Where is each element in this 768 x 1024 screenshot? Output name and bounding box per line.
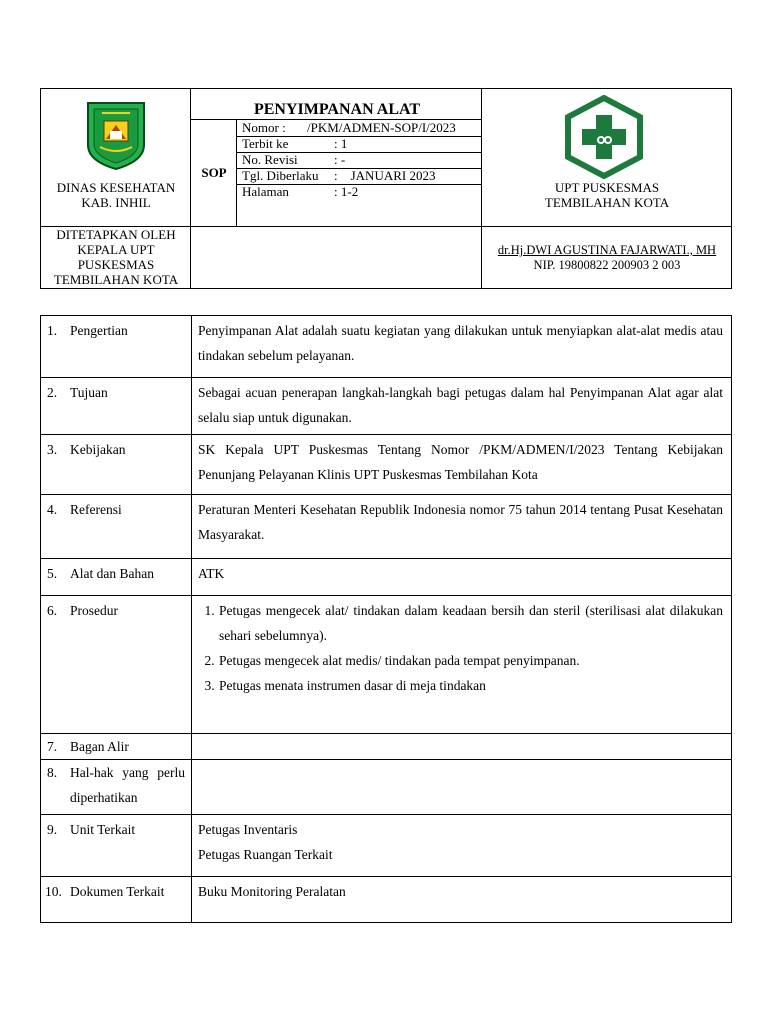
row-content: Penyimpanan Alat adalah suatu kegiatan yang dilakukan untuk menyiapkan alat-alat medis atau tindakan sebelum pelayanan. — [198, 323, 723, 363]
table-row: 5. Alat dan Bahan ATK — [41, 559, 732, 596]
procedure-list — [192, 596, 731, 702]
puskesmas-logo-icon — [563, 95, 645, 179]
row-label: Pengertian — [70, 323, 128, 338]
table-row: 4. Referensi Peraturan Menteri Kesehatan Republik Indonesia nomor 75 tahun 2014 tentang Pusat Kesehatan Masyarakat. — [41, 495, 732, 559]
meta-halaman: Halaman : 1-2 — [242, 184, 359, 199]
row-content: ATK — [198, 566, 225, 581]
sop-label: SOP — [201, 165, 227, 180]
row-label: Alat dan Bahan — [70, 566, 154, 581]
table-row: 3. Kebijakan SK Kepala UPT Puskesmas Tentang Nomor /PKM/ADMEN/I/2023 Tentang Kebijakan Penunjang Pelayanan Klinis UPT Puskesmas Tembilahan Kota — [41, 435, 732, 495]
row-label: Referensi — [70, 502, 122, 517]
row-content: Buku Monitoring Peralatan — [198, 884, 346, 899]
table-row: 10. Dokumen Terkait Buku Monitoring Peralatan — [41, 877, 732, 923]
left-office-name: DINAS KESEHATAN KAB. INHIL — [56, 180, 176, 210]
row-content: Petugas Inventaris Petugas Ruangan Terkait — [198, 822, 333, 862]
row-content: Sebagai acuan penerapan langkah-langkah bagi petugas dalam hal Penyimpanan Alat agar alat selalu siap untuk digunakan. — [198, 385, 723, 425]
table-row: 9. Unit Terkait Petugas Inventaris Petugas Ruangan Terkait — [41, 815, 732, 877]
signer-name: dr.Hj.DWI AGUSTINA FAJARWATI., MH — [497, 243, 717, 257]
meta-tanggal: Tgl. Diberlaku : JANUARI 2023 — [242, 168, 436, 183]
row-label: Tujuan — [70, 385, 108, 400]
table-row: 8. Hal-hak yang perlu diperhatikan — [41, 760, 732, 815]
procedure-step: 3. Petugas menata instrumen dasar di meja tindakan — [218, 673, 723, 698]
row-content: SK Kepala UPT Puskesmas Tentang Nomor /PKM/ADMEN/I/2023 Tentang Kebijakan Penunjang Pelayanan Klinis UPT Puskesmas Tembilahan Kota — [198, 442, 723, 482]
meta-nomor: Nomor : /PKM/ADMEN-SOP/I/2023 — [242, 120, 456, 135]
row-label: Dokumen Terkait — [70, 884, 165, 899]
table-row: 1. Pengertian Penyimpanan Alat adalah suatu kegiatan yang dilakukan untuk menyiapkan alat-alat medis atau tindakan sebelum pelayanan. — [41, 316, 732, 378]
row-label: Hal-hak yang perlu diperhatikan — [70, 765, 185, 805]
row-label: Unit Terkait — [70, 822, 136, 837]
row-label: Prosedur — [70, 603, 118, 618]
kab-inhil-emblem-icon — [86, 99, 146, 171]
table-row: 7. Bagan Alir — [41, 734, 732, 760]
table-row: 6. Prosedur 1. Petugas mengecek alat/ tindakan dalam keadaan bersih dan steril (sterilisasi alat dilakukan sehari sebelumnya). 2. Petugas mengecek alat medis/ tindakan pada tempat penyimpanan. 3. Petugas menata instrumen dasar di meja tindakan — [41, 596, 732, 734]
signer-nip: NIP. 19800822 200903 2 003 — [533, 258, 681, 272]
established-by: DITETAPKAN OLEH KEPALA UPT PUSKESMAS TEMBILAHAN KOTA — [53, 227, 179, 287]
meta-terbit: Terbit ke : 1 — [242, 136, 348, 151]
procedure-step: 1. Petugas mengecek alat/ tindakan dalam keadaan bersih dan steril (sterilisasi alat dilakukan sehari sebelumnya). — [218, 598, 723, 648]
row-content: Peraturan Menteri Kesehatan Republik Indonesia nomor 75 tahun 2014 tentang Pusat Kesehatan Masyarakat. — [198, 502, 723, 542]
sop-content-table — [40, 315, 732, 923]
document-title: PENYIMPANAN ALAT — [253, 101, 421, 118]
right-office-name: UPT PUSKESMAS TEMBILAHAN KOTA — [544, 180, 670, 210]
meta-revisi: No. Revisi : - — [242, 152, 346, 167]
procedure-step: 2. Petugas mengecek alat medis/ tindakan pada tempat penyimpanan. — [218, 648, 723, 673]
row-label: Kebijakan — [70, 442, 126, 457]
row-label: Bagan Alir — [70, 739, 129, 754]
table-row: 2. Tujuan Sebagai acuan penerapan langkah-langkah bagi petugas dalam hal Penyimpanan Alat agar alat selalu siap untuk digunakan. — [41, 378, 732, 435]
